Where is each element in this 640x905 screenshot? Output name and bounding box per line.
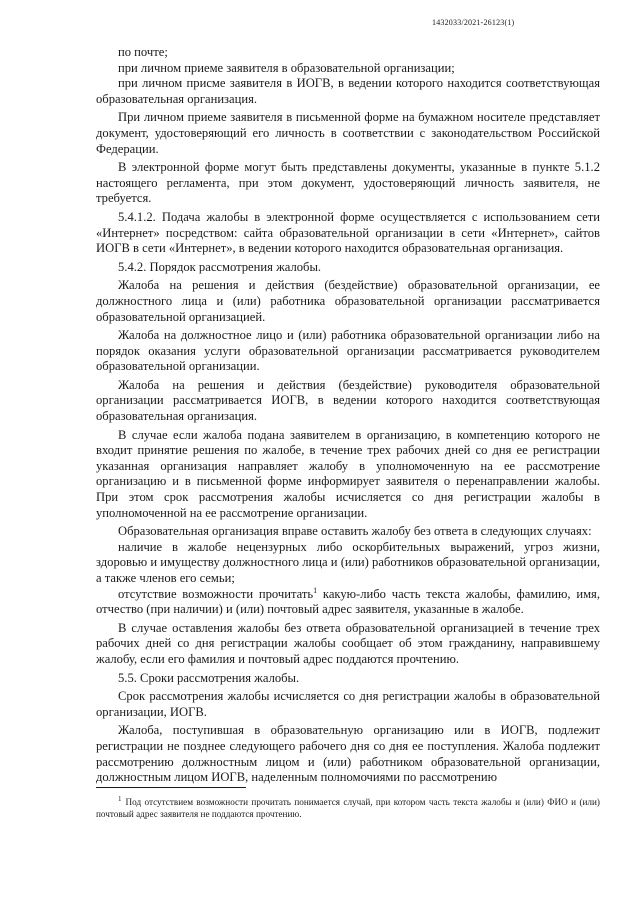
- paragraph: В случае оставления жалобы без ответа образовательной организацией в течение трех рабочих дней со дня регистрации жалобы сообщает об этом гражданину, направившему жалобу, если его фамилия и почтовый адрес поддаются прочтению.: [96, 620, 600, 666]
- footnote-mark: 1: [118, 794, 122, 803]
- footnote: [96, 796, 600, 820]
- section-heading: 5.4.2. Порядок рассмотрения жалобы.: [118, 259, 322, 274]
- paragraph-with-footnote: [96, 587, 600, 618]
- footnote-divider: [96, 787, 246, 788]
- paragraph: при личном присме заявителя в ИОГВ, в ведении которого находится соответствующая образовательная организация.: [96, 76, 600, 106]
- document-body: [96, 45, 600, 786]
- paragraph: Жалоба на должностное лицо и (или) работника образовательной организации либо на порядок оказания услуги образовательной организации рассматривается руководителем образовательной организации.: [96, 328, 600, 374]
- paragraph: наличие в жалобе нецензурных либо оскорбительных выражений, угроз жизни, здоровью и имуществу должностного лица и (или) работников образовательной организации, а также членов его семьи;: [96, 539, 600, 585]
- paragraph: Образовательная организация вправе оставить жалобу без ответа в следующих случаях:: [118, 524, 592, 539]
- footnote-reference: 1: [313, 585, 318, 595]
- paragraph: Жалоба, поступившая в образовательную организацию или в ИОГВ, подлежит регистрации не позднее следующего рабочего дня со дня ее поступления. Жалоба подлежит рассмотрению должностным лицом и (или) работником образовательной организации, должностным лицом ИОГВ, наделенным полномочиями по рассмотрению: [96, 723, 600, 785]
- paragraph: Жалоба на решения и действия (бездействие) образовательной организации, ее должностного лица и (или) работника образовательной организации рассматривается образовательной организацией.: [96, 278, 600, 324]
- paragraph: При личном приеме заявителя в письменной форме на бумажном носителе представляет документ, удостоверяющий его личность в соответствии с законодательством Российской Федерации.: [96, 110, 600, 156]
- paragraph: Срок рассмотрения жалобы исчисляется со дня регистрации жалобы в образовательной организации, ИОГВ.: [96, 689, 600, 719]
- document-id: 1432033/2021-26123(1): [432, 18, 515, 27]
- section-heading: 5.5. Сроки рассмотрения жалобы.: [118, 670, 300, 685]
- footnote-text: Под отсутствием возможности прочитать понимается случай, при котором часть текста жалобы и (или) ФИО и (или) почтовый адрес заявителя не поддаются прочтению.: [96, 797, 600, 819]
- paragraph: по почте;: [118, 45, 168, 59]
- paragraph: Жалоба на решения и действия (бездействие) руководителя образовательной организации рассматривается ИОГВ, в ведении которого находится соответствующая образовательная организация.: [96, 377, 600, 424]
- paragraph: 5.4.1.2. Подача жалобы в электронной форме осуществляется с использованием сети «Интернет» посредством: сайта образовательной организации в сети «Интернет», сайтов ИОГВ в сети «Интернет», в ведении которого находится образовательная организация.: [96, 209, 600, 256]
- paragraph-text: отсутствие возможности прочитать: [118, 586, 314, 601]
- paragraph: при личном приеме заявителя в образовательной организации;: [118, 60, 455, 75]
- paragraph: В электронной форме могут быть представлены документы, указанные в пункте 5.1.2 настоящего регламента, при этом документ, удостоверяющий личность заявителя, не требуется.: [96, 160, 600, 206]
- paragraph-text: какую-либо часть текста жалобы, фамилию, имя, отчество (при наличии) и (или) почтовый адрес заявителя, указанные в жалобе.: [96, 586, 601, 617]
- paragraph: В случае если жалоба подана заявителем в организацию, в компетенцию которого не входит принятие решения по жалобе, в течение трех рабочих дней со дня ее регистрации указанная организация направляет жалобу в уполномоченную на ее рассмотрение организацию и в письменной форме информирует заявителя о перенаправлении жалобы. При этом срок рассмотрения жалобы исчисляется со дня регистрации жалобы в уполномоченной на ее рассмотрение организации.: [96, 427, 600, 520]
